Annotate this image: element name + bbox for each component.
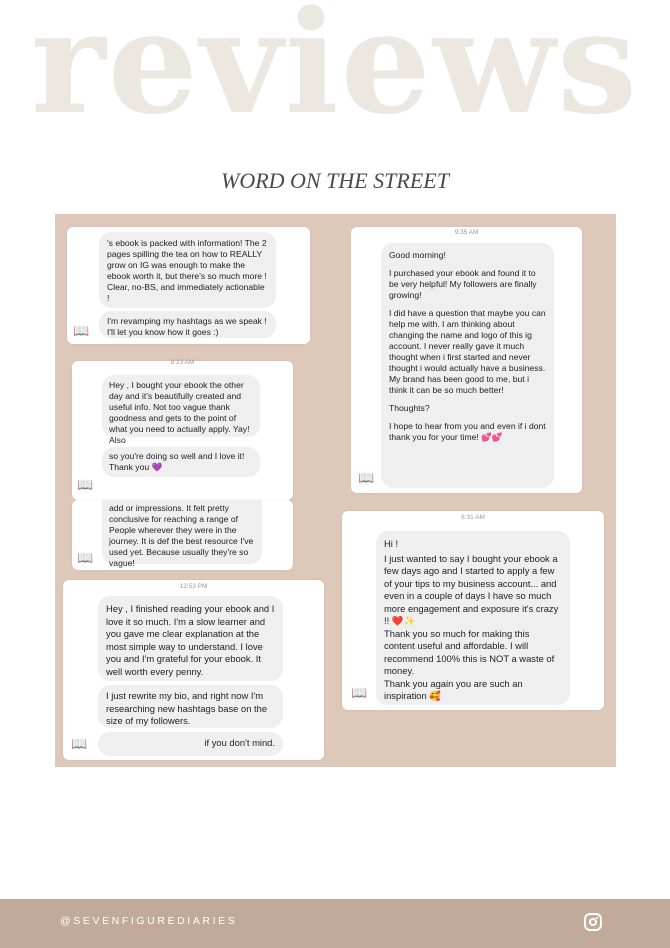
- message-text: add or impressions. It felt pretty conclusive for reaching a range of People wherever they were in the journey. It is def the best resource I've used yet. Because usually they're so vague!: [109, 503, 254, 568]
- review-card-4: [63, 580, 324, 760]
- message-bubble: [102, 447, 260, 477]
- message-text: Thank you so much for making this content useful and affordable. I will recommend 100% this is NOT a waste of money.: [384, 627, 555, 676]
- review-card-1: [67, 227, 310, 344]
- book-icon: 📖: [77, 551, 94, 566]
- message-text: Hey , I bought your ebook the other day and it's beautifully created and useful info. Not too vague thank goodness and gets to the point of what you need to actually apply. Yay! Also: [109, 380, 250, 445]
- message-bubble: [98, 685, 283, 728]
- message-text: I just wanted to say I bought your ebook a few days ago and I started to apply a few of your tips to my business account... and even in a couple of days I have so much more engagement and exposure it's crazy !! ❤️✨: [384, 552, 559, 626]
- message-text: Hi !: [384, 538, 399, 549]
- review-card-6: [342, 511, 604, 710]
- message-bubble: [381, 243, 554, 488]
- message-bubble: [99, 311, 276, 338]
- message-bubble: [98, 732, 283, 756]
- message-text: Thank you again you are such an inspiration 🥰: [384, 677, 523, 701]
- book-icon: 📖: [71, 737, 88, 752]
- message-text: I did have a question that maybe you can help me with. I am thinking about changing the name and logo of this ig account. I never really gave it much thought when i first started and never thought i would actually have a business. My brand has been good to me, but i think it can be so much better!: [389, 308, 546, 395]
- book-icon: 📖: [77, 478, 94, 493]
- message-bubble: [376, 531, 570, 705]
- message-text: I'm revamping my hashtags as we speak ! I'll let you know how it goes :): [107, 316, 267, 337]
- message-text: I hope to hear from you and even if i dont thank you for your time! 💕💕: [389, 421, 546, 442]
- page-title: reviews: [30, 0, 640, 146]
- book-icon: 📖: [73, 324, 90, 339]
- instagram-icon[interactable]: [584, 913, 602, 931]
- message-text: if you don't mind.: [204, 737, 275, 748]
- message-text: Hey , I finished reading your ebook and I love it so much. I'm a slow learner and you gave me clear explanation at the most simple way to understand. I love you and I'm grateful for your ebook. It well worth every penny.: [106, 603, 275, 677]
- message-bubble: [102, 375, 260, 445]
- message-bubble: [98, 596, 283, 681]
- message-bubble: [102, 500, 262, 568]
- message-text: 's ebook is packed with information! The 2 pages spilling the tea on how to REALLY grow on IG was enough to make the ebook worth it, but there's so much more ! Clear, no-BS, and immediately actionable !: [107, 238, 267, 303]
- review-card-3: [72, 500, 293, 570]
- page-subtitle: WORD ON THE STREET: [221, 168, 449, 193]
- instagram-handle-link[interactable]: @SEVENFIGUREDIARIES: [60, 915, 238, 927]
- reviews-collage: [55, 214, 616, 767]
- message-text: so you're doing so well and I love it! Thank you 💜: [109, 451, 245, 472]
- timestamp: 12:53 PM: [179, 583, 208, 590]
- message-bubble: [99, 232, 276, 308]
- book-icon: 📖: [351, 686, 368, 701]
- timestamp: 8:23 AM: [170, 359, 195, 366]
- footer-bar: [0, 899, 670, 948]
- message-text: Good morning!: [389, 250, 446, 260]
- book-icon: 📖: [358, 471, 375, 486]
- timestamp: 6:31 AM: [461, 514, 485, 521]
- review-card-5: [351, 227, 582, 493]
- message-text: Thoughts?: [389, 403, 430, 413]
- review-card-2: [72, 361, 293, 500]
- timestamp: 9:35 AM: [454, 229, 479, 236]
- message-text: I just rewrite my bio, and right now I'm researching new hashtags base on the size of my followers.: [106, 690, 268, 726]
- message-text: I purchased your ebook and found it to be very helpful! My followers are finally growing!: [389, 268, 537, 300]
